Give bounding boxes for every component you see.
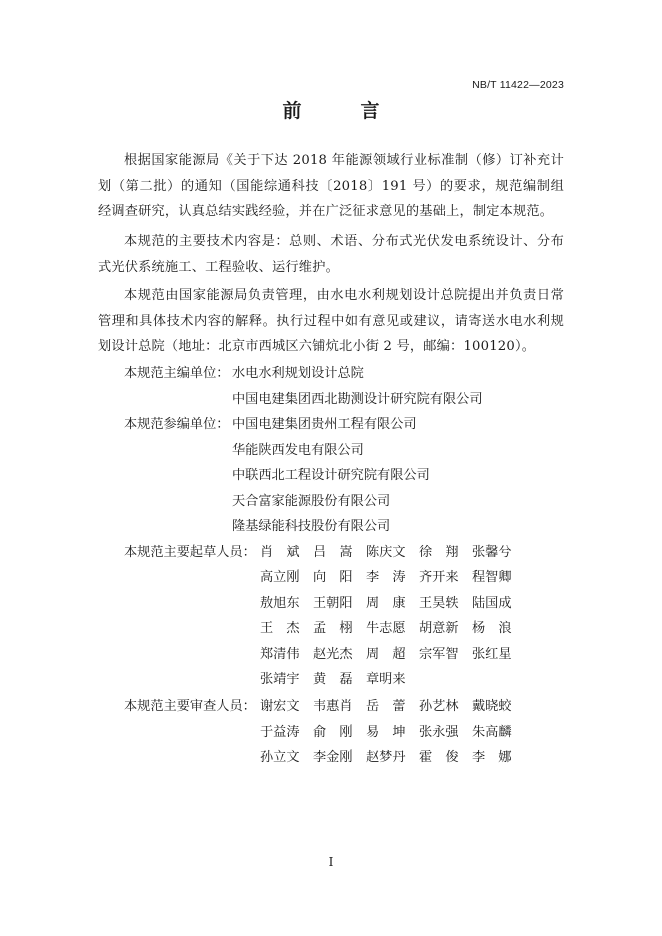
name-list — [260, 695, 525, 714]
name-list — [260, 668, 419, 687]
person-name: 高立刚 — [260, 570, 300, 585]
person-name: 张红星 — [472, 646, 512, 662]
participating-unit: 中国电建集团贵州工程有限公司 — [232, 417, 417, 432]
person-name: 杨 浪 — [472, 621, 512, 636]
person-name: 张永强 — [419, 725, 459, 740]
person-name: 王朝阳 — [313, 595, 353, 611]
person-name: 孙艺林 — [419, 699, 459, 714]
person-name: 宗军智 — [419, 646, 459, 662]
reviewers-row — [98, 721, 564, 741]
reviewers-row — [98, 695, 564, 715]
participating-unit: 华能陕西发电有限公司 — [232, 442, 364, 458]
person-name: 赵梦丹 — [366, 750, 406, 765]
page-title: 前 言 — [282, 100, 400, 122]
person-name: 吕 嵩 — [313, 544, 353, 560]
name-list — [260, 643, 525, 662]
person-name: 徐 翔 — [419, 544, 459, 560]
person-name: 黄 磊 — [313, 672, 353, 687]
drafters-row — [98, 617, 564, 637]
drafters-label: 本规范主要起草人员： — [124, 544, 256, 560]
name-list — [260, 617, 525, 636]
paragraph-content — [98, 229, 564, 282]
person-name: 程智卿 — [472, 570, 512, 585]
person-name: 郑清伟 — [260, 646, 300, 662]
participating-unit: 隆基绿能科技股份有限公司 — [232, 519, 391, 534]
drafters-row — [98, 643, 564, 663]
paragraph-text: 根据国家能源局《关于下达 2018 年能源领域行业标准制（修）订补充计划（第二批）的通知（国能综通科技〔2018〕191 号）的要求，规范编制组经调查研究，认真总结实践经验，并在广泛征求意见的基础上，制定本规范。 — [98, 153, 564, 220]
paragraph-management — [98, 283, 564, 362]
person-name: 孙立文 — [260, 750, 300, 765]
person-name: 张馨兮 — [472, 544, 512, 560]
paragraph-text: 本规范由国家能源局负责管理，由水电水利规划设计总院提出并负责日常管理和具体技术内容的解释。执行过程中如有意见或建议，请寄送水电水利规划设计总院（地址：北京市西城区六铺炕北小街 2 号，邮编：100120）。 — [98, 288, 564, 355]
person-name: 孟 栩 — [313, 621, 353, 636]
person-name: 周 超 — [366, 646, 406, 662]
name-list — [260, 746, 525, 765]
person-name: 赵光杰 — [313, 646, 353, 662]
chief-unit: 中国电建集团西北勘测设计研究院有限公司 — [232, 391, 483, 407]
person-name: 王 杰 — [260, 621, 300, 636]
person-name: 易 坤 — [366, 725, 406, 740]
page-number: I — [328, 855, 334, 869]
person-name: 章明来 — [366, 672, 406, 687]
participating-unit: 中联西北工程设计研究院有限公司 — [232, 468, 430, 483]
person-name: 陆国成 — [472, 595, 512, 611]
person-name: 李 涛 — [366, 570, 406, 585]
drafters-row — [98, 592, 564, 612]
drafters-row — [98, 668, 564, 688]
person-name: 向 阳 — [313, 570, 353, 585]
person-name: 李 娜 — [472, 750, 512, 765]
name-list — [260, 541, 525, 560]
person-name: 于益涛 — [260, 725, 300, 740]
name-list — [260, 566, 525, 585]
reviewers-label: 本规范主要审查人员： — [124, 699, 256, 714]
chief-units-label: 本规范主编单位： — [124, 366, 230, 381]
paragraph-text: 本规范的主要技术内容是：总则、术语、分布式光伏发电系统设计、分布式光伏系统施工、工程验收、运行维护。 — [98, 234, 564, 275]
person-name: 张靖宇 — [260, 672, 300, 687]
standard-code: NB/T 11422—2023 — [472, 79, 564, 91]
name-list — [260, 721, 525, 740]
person-name: 陈庆文 — [366, 544, 406, 560]
reviewers-row — [98, 746, 564, 766]
person-name: 朱高麟 — [472, 725, 512, 740]
name-list — [260, 592, 525, 611]
person-name: 戴晓蛟 — [472, 699, 512, 714]
person-name: 敖旭东 — [260, 595, 300, 611]
person-name: 周 康 — [366, 595, 406, 611]
person-name: 霍 俊 — [419, 750, 459, 765]
person-name: 李金刚 — [313, 750, 353, 765]
participating-units-label: 本规范参编单位： — [124, 417, 230, 432]
person-name: 俞 刚 — [313, 725, 353, 740]
person-name: 牛志愿 — [366, 621, 406, 636]
person-name: 胡意新 — [419, 621, 459, 636]
chief-unit: 水电水利规划设计总院 — [232, 366, 364, 381]
person-name: 谢宏文 — [260, 699, 300, 714]
participating-unit: 天合富家能源股份有限公司 — [232, 493, 391, 509]
person-name: 齐开来 — [419, 570, 459, 585]
paragraph-basis — [98, 148, 564, 227]
person-name: 肖 斌 — [260, 544, 300, 560]
person-name: 岳 蕾 — [366, 699, 406, 714]
person-name: 韦惠肖 — [313, 699, 353, 714]
drafters-row — [98, 541, 564, 561]
person-name: 王昊轶 — [419, 595, 459, 611]
drafters-row — [98, 566, 564, 586]
